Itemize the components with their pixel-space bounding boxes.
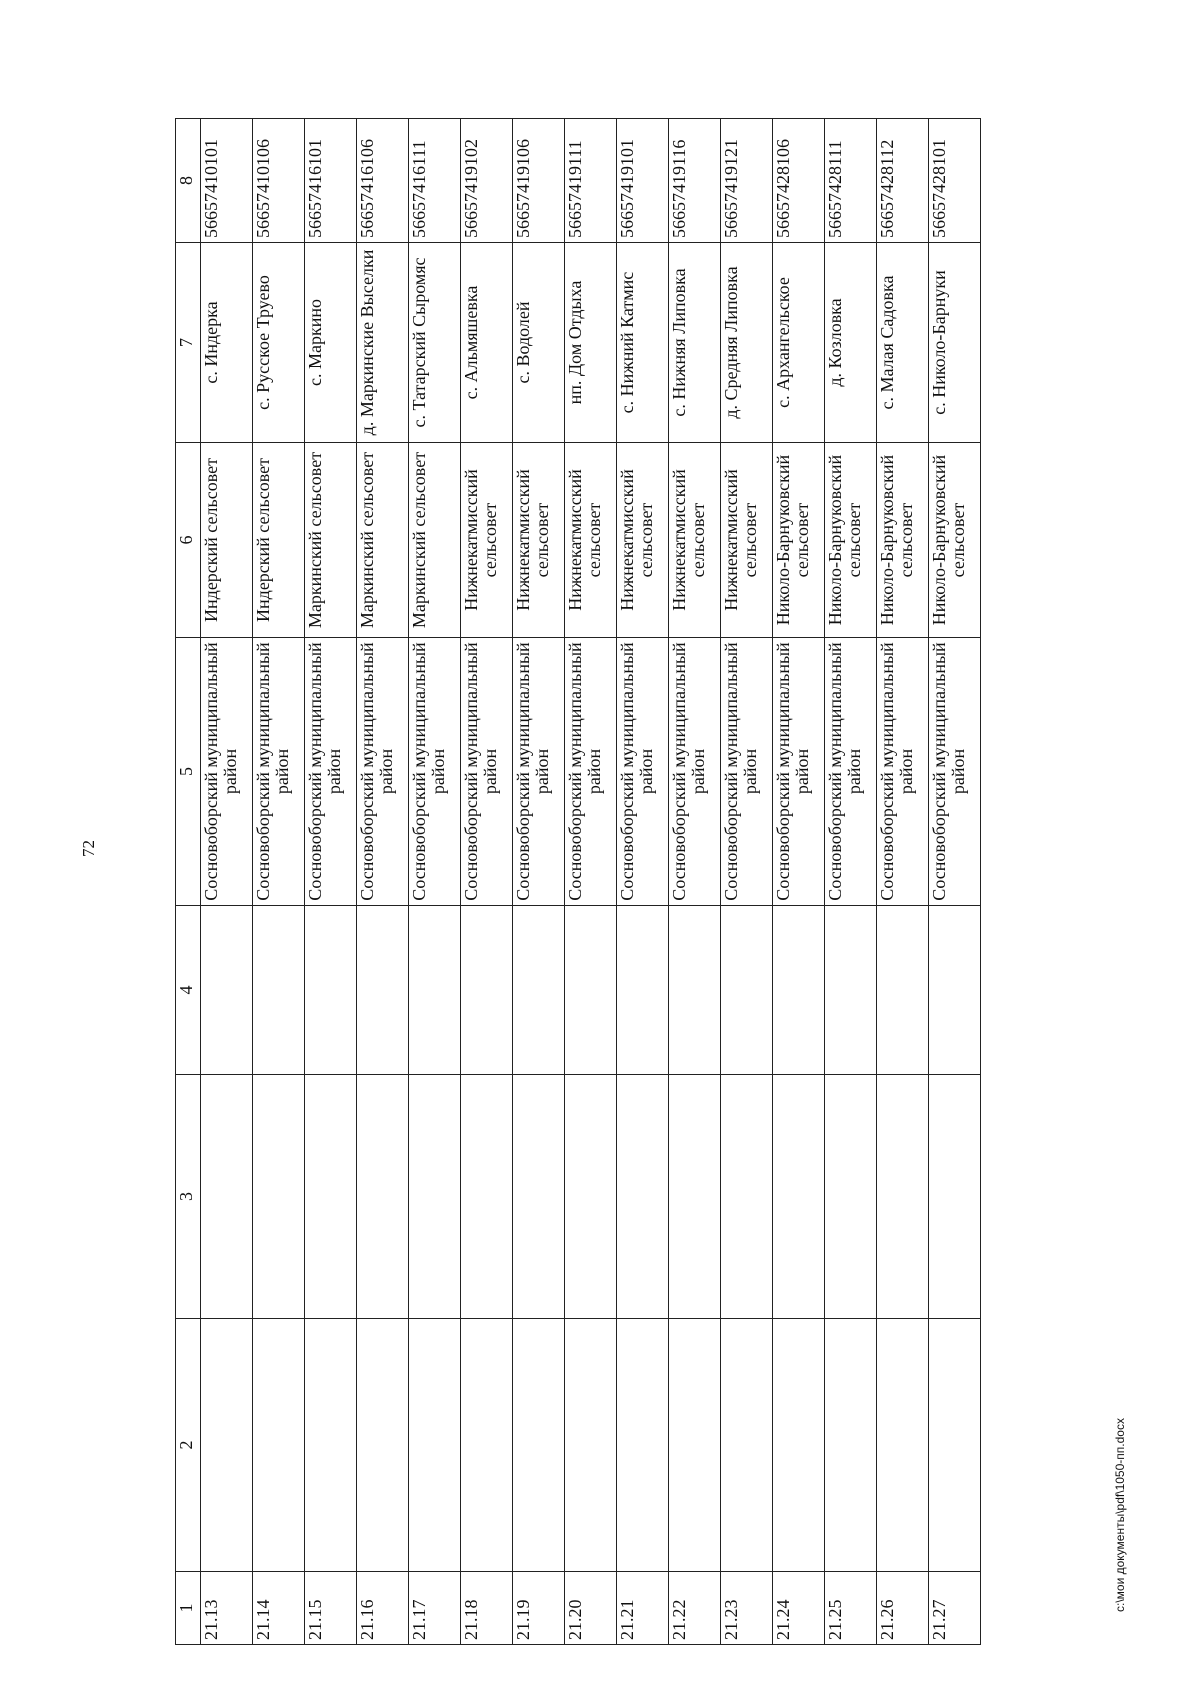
table-row: [253, 119, 305, 1645]
table-cell-col-8: 56657428101: [929, 119, 981, 243]
table-cell-col-4: [305, 906, 357, 1075]
table-cell-col-8: 56657419106: [513, 119, 565, 243]
table-cell-col-6: Нижнекатмисский сельсовет: [461, 443, 513, 638]
table-cell-col-3: [669, 1075, 721, 1319]
table-cell-col-5: Сосновоборский муниципальный район: [357, 638, 409, 906]
table-cell-col-5: Сосновоборский муниципальный район: [565, 638, 617, 906]
table-cell-col-6: Нижнекатмисский сельсовет: [669, 443, 721, 638]
table-cell-col-3: [825, 1075, 877, 1319]
column-header-1: 1: [176, 1572, 201, 1645]
table-cell-col-4: [669, 906, 721, 1075]
table-cell-col-4: [409, 906, 461, 1075]
table-row: [721, 119, 773, 1645]
table-cell-col-4: [201, 906, 253, 1075]
table-cell-col-3: [513, 1075, 565, 1319]
table-cell-col-7: д. Козловка: [825, 243, 877, 443]
table-cell-col-7: с. Малая Садовка: [877, 243, 929, 443]
table-cell-col-4: [617, 906, 669, 1075]
table-cell-col-8: 56657428112: [877, 119, 929, 243]
table-cell-col-6: Маркинский сельсовет: [305, 443, 357, 638]
table-cell-col-7: с. Водолей: [513, 243, 565, 443]
table-cell-col-3: [357, 1075, 409, 1319]
table-cell-col-2: [565, 1319, 617, 1572]
table-cell-col-3: [253, 1075, 305, 1319]
table-cell-col-3: [877, 1075, 929, 1319]
table-cell-col-8: 56657416111: [409, 119, 461, 243]
table-cell-col-3: [409, 1075, 461, 1319]
column-header-2: 2: [176, 1319, 201, 1572]
table-cell-col-7: с. Нижний Катмис: [617, 243, 669, 443]
table-cell-col-8: 56657416101: [305, 119, 357, 243]
table-cell-col-2: [305, 1319, 357, 1572]
table-cell-col-6: Маркинский сельсовет: [357, 443, 409, 638]
table-cell-col-5: Сосновоборский муниципальный район: [305, 638, 357, 906]
table-cell-col-3: [305, 1075, 357, 1319]
table-cell-col-4: [253, 906, 305, 1075]
table-cell-col-1: 21.24: [773, 1572, 825, 1645]
settlements-table: [175, 118, 981, 1645]
table-cell-col-7: с. Нижняя Липовка: [669, 243, 721, 443]
table-cell-col-6: Нижнекатмисский сельсовет: [617, 443, 669, 638]
table-cell-col-7: д. Средняя Липовка: [721, 243, 773, 443]
table-cell-col-1: 21.15: [305, 1572, 357, 1645]
table-cell-col-3: [461, 1075, 513, 1319]
column-header-3: 3: [176, 1075, 201, 1319]
table-cell-col-6: Нижнекатмисский сельсовет: [721, 443, 773, 638]
table-cell-col-4: [825, 906, 877, 1075]
table-cell-col-7: с. Николо-Барнуки: [929, 243, 981, 443]
table-cell-col-6: Нижнекатмисский сельсовет: [513, 443, 565, 638]
table-cell-col-5: Сосновоборский муниципальный район: [409, 638, 461, 906]
table-cell-col-4: [565, 906, 617, 1075]
table-cell-col-6: Индерский сельсовет: [253, 443, 305, 638]
table-cell-col-2: [409, 1319, 461, 1572]
table-cell-col-5: Сосновоборский муниципальный район: [877, 638, 929, 906]
table-cell-col-2: [825, 1319, 877, 1572]
table-cell-col-1: 21.20: [565, 1572, 617, 1645]
table-cell-col-6: Николо-Барнуковский сельсовет: [773, 443, 825, 638]
table-cell-col-1: 21.19: [513, 1572, 565, 1645]
table-cell-col-7: с. Архангельское: [773, 243, 825, 443]
table-cell-col-2: [357, 1319, 409, 1572]
table-cell-col-5: Сосновоборский муниципальный район: [721, 638, 773, 906]
table-cell-col-3: [565, 1075, 617, 1319]
table-cell-col-5: Сосновоборский муниципальный район: [513, 638, 565, 906]
table-cell-col-2: [773, 1319, 825, 1572]
column-header-7: 7: [176, 243, 201, 443]
table-cell-col-7: с. Альмяшевка: [461, 243, 513, 443]
table-row: [305, 119, 357, 1645]
table-cell-col-8: 56657419121: [721, 119, 773, 243]
table-cell-col-5: Сосновоборский муниципальный район: [461, 638, 513, 906]
table-cell-col-1: 21.26: [877, 1572, 929, 1645]
table-cell-col-8: 56657416106: [357, 119, 409, 243]
table-cell-col-5: Сосновоборский муниципальный район: [201, 638, 253, 906]
table-cell-col-2: [253, 1319, 305, 1572]
table-row: [877, 119, 929, 1645]
column-header-8: 8: [176, 119, 201, 243]
table-cell-col-4: [929, 906, 981, 1075]
table-row: [357, 119, 409, 1645]
table-cell-col-1: 21.25: [825, 1572, 877, 1645]
table-cell-col-6: Маркинский сельсовет: [409, 443, 461, 638]
table-cell-col-8: 56657419111: [565, 119, 617, 243]
table-cell-col-4: [773, 906, 825, 1075]
table-cell-col-2: [721, 1319, 773, 1572]
table-cell-col-4: [461, 906, 513, 1075]
table-cell-col-3: [201, 1075, 253, 1319]
table-cell-col-7: с. Маркино: [305, 243, 357, 443]
table-cell-col-5: Сосновоборский муниципальный район: [825, 638, 877, 906]
column-header-6: 6: [176, 443, 201, 638]
table-cell-col-2: [929, 1319, 981, 1572]
table-cell-col-1: 21.18: [461, 1572, 513, 1645]
table-cell-col-4: [721, 906, 773, 1075]
table-cell-col-8: 56657419102: [461, 119, 513, 243]
page-number: 72: [79, 840, 98, 857]
table-cell-col-8: 56657419116: [669, 119, 721, 243]
table-cell-col-1: 21.27: [929, 1572, 981, 1645]
table-cell-col-1: 21.23: [721, 1572, 773, 1645]
table-cell-col-1: 21.16: [357, 1572, 409, 1645]
table-row: [461, 119, 513, 1645]
table-row: [825, 119, 877, 1645]
table-cell-col-8: 56657428111: [825, 119, 877, 243]
table-cell-col-3: [721, 1075, 773, 1319]
table-cell-col-5: Сосновоборский муниципальный район: [253, 638, 305, 906]
table-cell-col-3: [773, 1075, 825, 1319]
table-cell-col-7: с. Татарский Сыромяс: [409, 243, 461, 443]
table-row: [201, 119, 253, 1645]
table-cell-col-1: 21.14: [253, 1572, 305, 1645]
table-row: [929, 119, 981, 1645]
table-header-row: [176, 119, 201, 1645]
column-header-5: 5: [176, 638, 201, 906]
table-row: [617, 119, 669, 1645]
table-cell-col-5: Сосновоборский муниципальный район: [669, 638, 721, 906]
table-cell-col-6: Индерский сельсовет: [201, 443, 253, 638]
table-cell-col-6: Николо-Барнуковский сельсовет: [825, 443, 877, 638]
column-header-4: 4: [176, 906, 201, 1075]
table-cell-col-6: Николо-Барнуковский сельсовет: [877, 443, 929, 638]
table-cell-col-4: [513, 906, 565, 1075]
table-cell-col-3: [929, 1075, 981, 1319]
table-cell-col-2: [201, 1319, 253, 1572]
table-cell-col-2: [877, 1319, 929, 1572]
table-cell-col-2: [669, 1319, 721, 1572]
table-cell-col-8: 56657410106: [253, 119, 305, 243]
table-cell-col-1: 21.13: [201, 1572, 253, 1645]
table-cell-col-1: 21.17: [409, 1572, 461, 1645]
table-cell-col-7: с. Русское Труево: [253, 243, 305, 443]
table-cell-col-7: д. Маркинские Выселки: [357, 243, 409, 443]
table-cell-col-8: 56657419101: [617, 119, 669, 243]
table-row: [513, 119, 565, 1645]
table-cell-col-2: [617, 1319, 669, 1572]
table-cell-col-3: [617, 1075, 669, 1319]
table-row: [669, 119, 721, 1645]
table-cell-col-2: [513, 1319, 565, 1572]
table-cell-col-5: Сосновоборский муниципальный район: [617, 638, 669, 906]
table-cell-col-8: 56657410101: [201, 119, 253, 243]
table-cell-col-4: [357, 906, 409, 1075]
table-row: [409, 119, 461, 1645]
table-cell-col-7: нп. Дом Отдыха: [565, 243, 617, 443]
table-cell-col-4: [877, 906, 929, 1075]
table-cell-col-5: Сосновоборский муниципальный район: [773, 638, 825, 906]
table-body: [201, 119, 981, 1645]
table-cell-col-2: [461, 1319, 513, 1572]
table-cell-col-1: 21.22: [669, 1572, 721, 1645]
table-cell-col-6: Нижнекатмисский сельсовет: [565, 443, 617, 638]
footer-file-path: c:\мои документы\pdf\1050-пп.docx: [1113, 1418, 1127, 1612]
table-cell-col-5: Сосновоборский муниципальный район: [929, 638, 981, 906]
table-cell-col-6: Николо-Барнуковский сельсовет: [929, 443, 981, 638]
table-cell-col-7: с. Индерка: [201, 243, 253, 443]
table-cell-col-1: 21.21: [617, 1572, 669, 1645]
table-cell-col-8: 56657428106: [773, 119, 825, 243]
table-row: [565, 119, 617, 1645]
table-row: [773, 119, 825, 1645]
